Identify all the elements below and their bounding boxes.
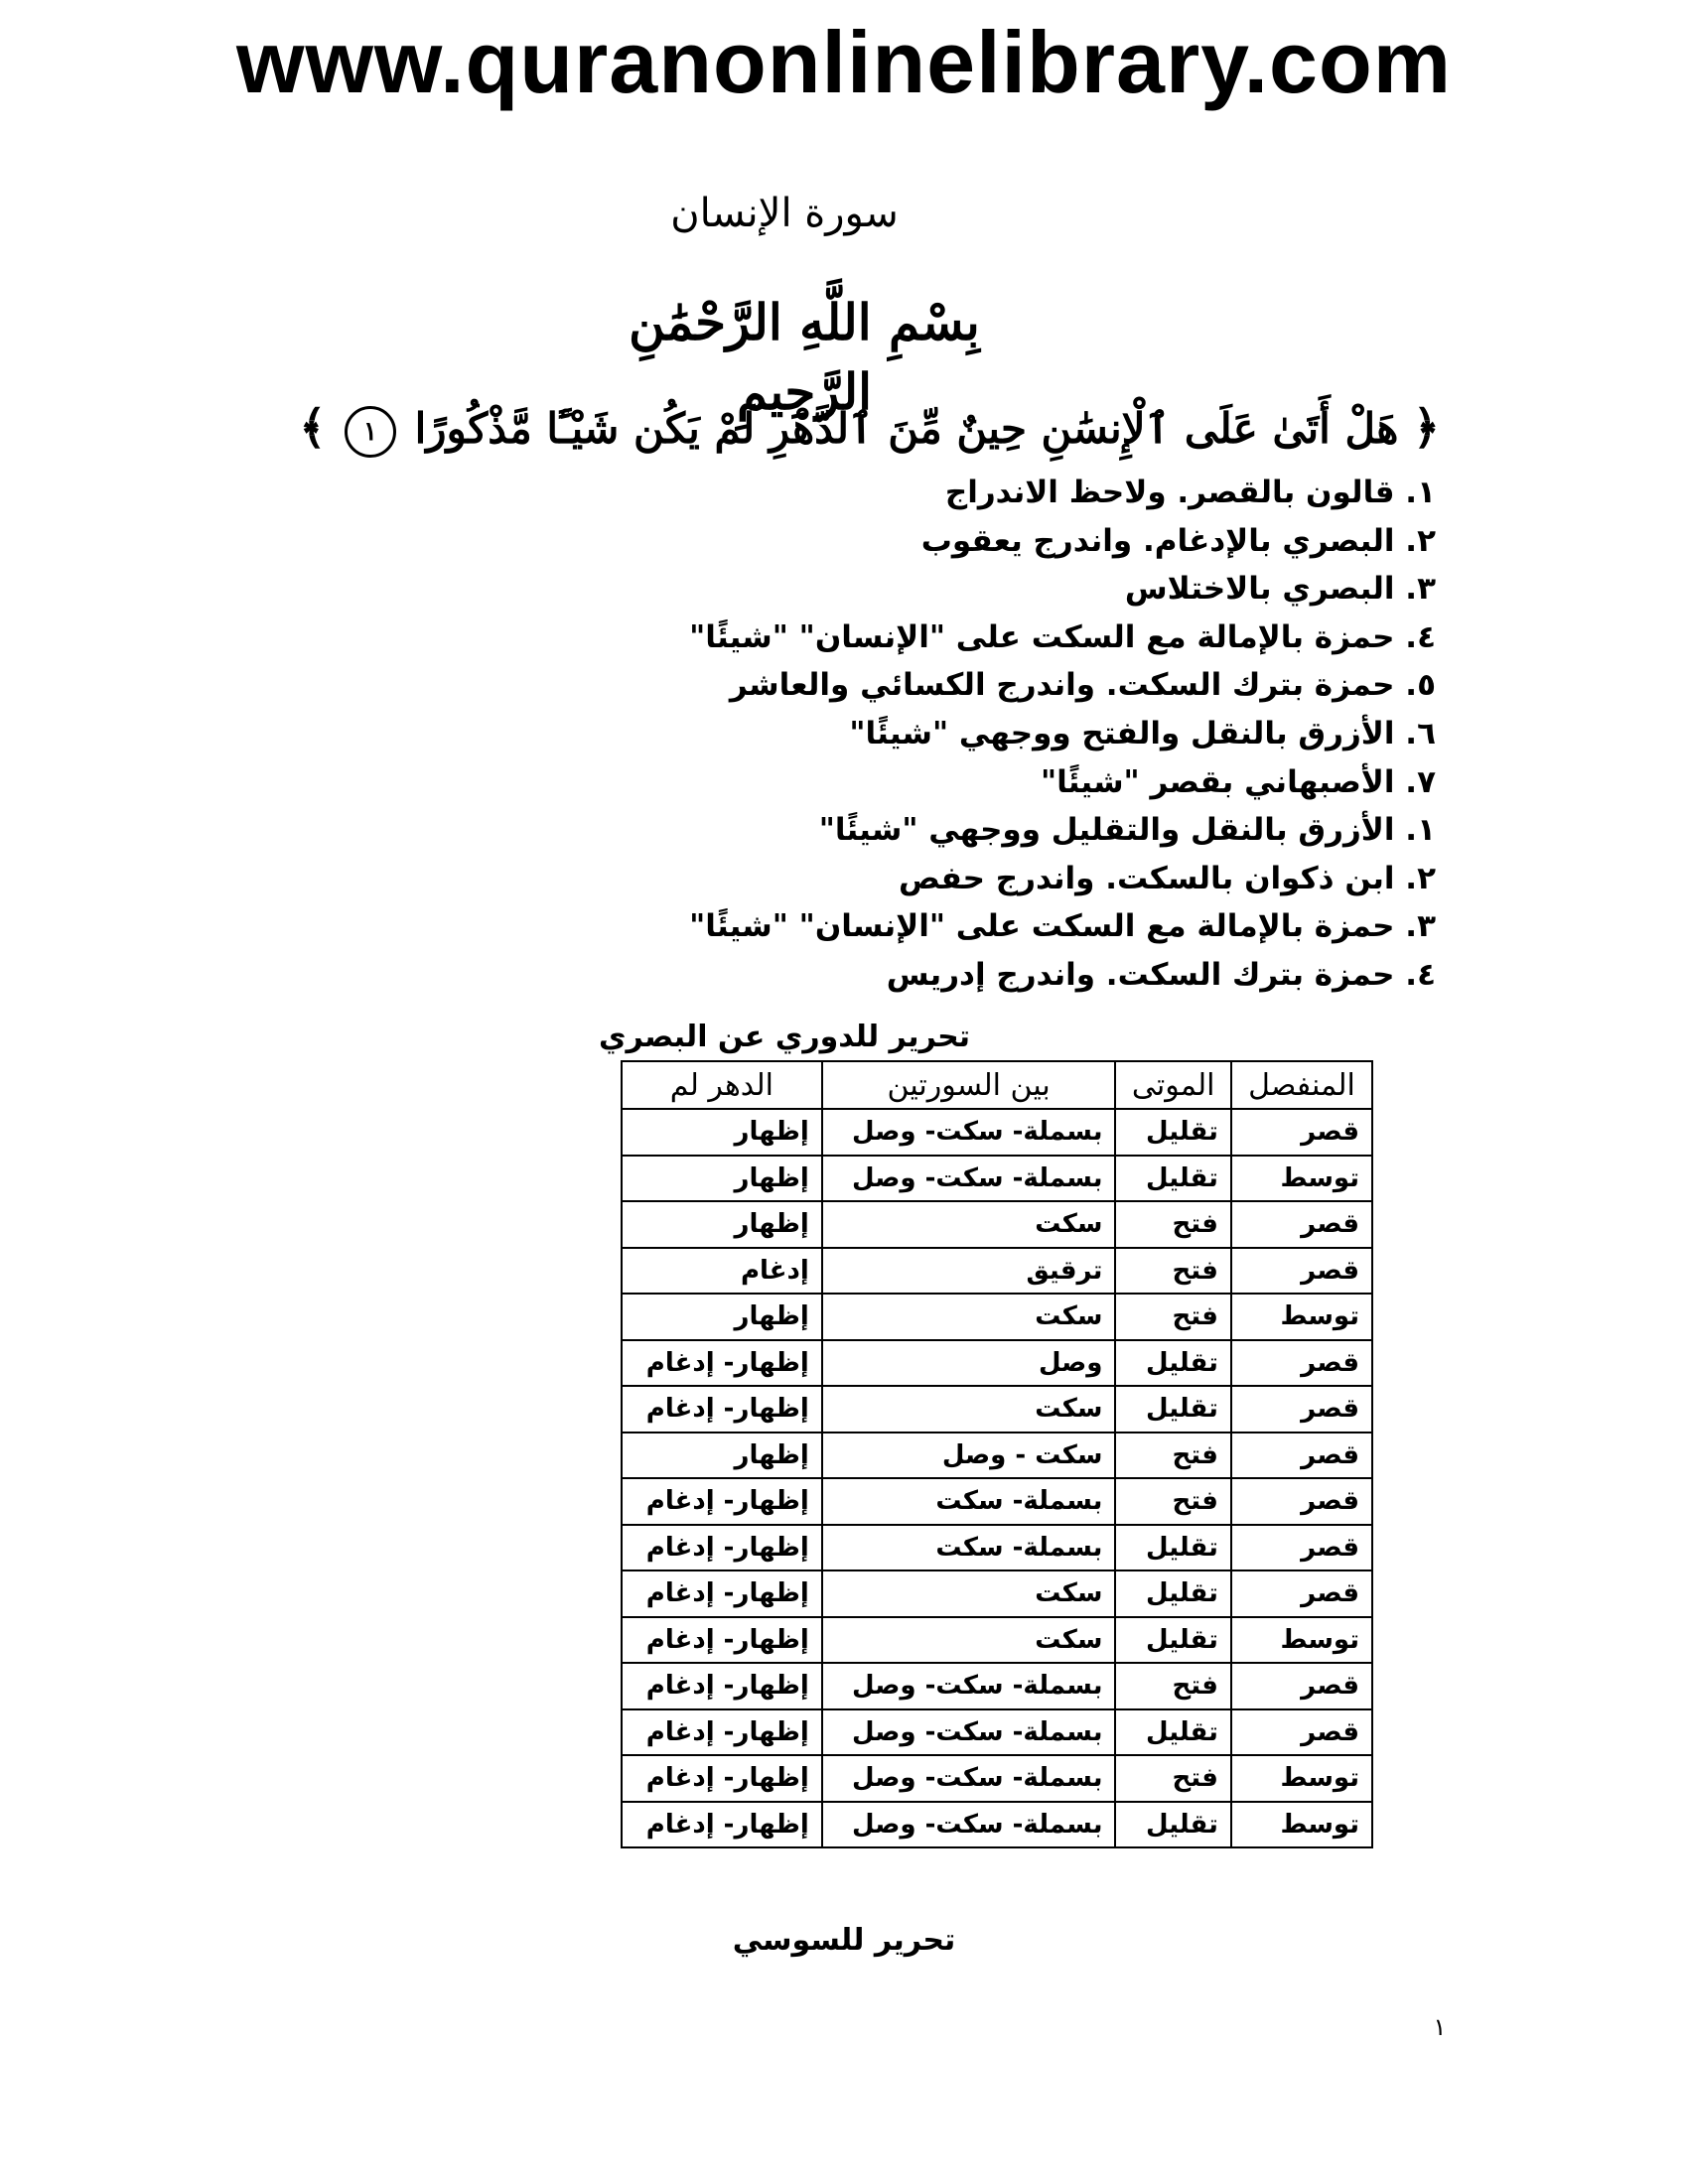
verse-number-marker: ١ xyxy=(345,406,396,458)
table-cell: إظهار- إدغام xyxy=(622,1802,822,1848)
table-cell: فتح xyxy=(1115,1755,1230,1802)
table-cell: تقليل xyxy=(1115,1802,1230,1848)
table-cell: تقليل xyxy=(1115,1617,1230,1664)
table-cell: سكت xyxy=(822,1570,1116,1617)
table-row xyxy=(622,1433,1372,1479)
table-cell: قصر xyxy=(1231,1340,1372,1387)
table-cell: فتح xyxy=(1115,1433,1230,1479)
table-row xyxy=(622,1709,1372,1756)
column-header-munfasil: المنفصل xyxy=(1231,1061,1372,1109)
surah-title: سورة الإنسان xyxy=(670,191,899,236)
table-cell: فتح xyxy=(1115,1201,1230,1248)
table-cell: بسملة- سكت- وصل xyxy=(822,1802,1116,1848)
table-cell: بسملة- سكت- وصل xyxy=(822,1663,1116,1709)
table-row xyxy=(622,1340,1372,1387)
site-url-header: www.quranonlinelibrary.com xyxy=(236,13,1452,111)
table-cell: تقليل xyxy=(1115,1386,1230,1433)
table-row xyxy=(622,1802,1372,1848)
table-cell: تقليل xyxy=(1115,1570,1230,1617)
column-header-mawta: الموتى xyxy=(1115,1061,1230,1109)
table-row xyxy=(622,1201,1372,1248)
reading-item: ٦. الأزرق بالنقل والفتح ووجهي "شيئًا" xyxy=(849,715,1436,751)
table-cell: تقليل xyxy=(1115,1525,1230,1571)
table-cell: توسط xyxy=(1231,1755,1372,1802)
table-cell: إظهار- إدغام xyxy=(622,1340,822,1387)
table-cell: قصر xyxy=(1231,1570,1372,1617)
page-number: ١ xyxy=(1433,2013,1447,2041)
table-cell: قصر xyxy=(1231,1248,1372,1295)
table-cell: تقليل xyxy=(1115,1709,1230,1756)
table-cell: إدغام xyxy=(622,1248,822,1295)
table-cell: بسملة- سكت- وصل xyxy=(822,1755,1116,1802)
table-cell: توسط xyxy=(1231,1156,1372,1202)
table-cell: بسملة- سكت- وصل xyxy=(822,1156,1116,1202)
reading-item: ٥. حمزة بترك السكت. واندرج الكسائي والعاشر xyxy=(729,667,1436,704)
tahrir-table xyxy=(621,1060,1373,1848)
table-cell: قصر xyxy=(1231,1709,1372,1756)
table-cell: سكت xyxy=(822,1386,1116,1433)
table-row xyxy=(622,1755,1372,1802)
reading-item: ٧. الأصبهاني بقصر "شيئًا" xyxy=(1040,763,1436,800)
table-cell: توسط xyxy=(1231,1294,1372,1340)
table-cell: سكت xyxy=(822,1294,1116,1340)
table-header-row xyxy=(622,1061,1372,1109)
table-cell: تقليل xyxy=(1115,1156,1230,1202)
table-row xyxy=(622,1386,1372,1433)
readings-list xyxy=(542,469,1436,1000)
reading-item: ١. الأزرق بالنقل والتقليل ووجهي "شيئًا" xyxy=(818,812,1436,849)
table-cell: سكت xyxy=(822,1617,1116,1664)
table-cell: بسملة- سكت- وصل xyxy=(822,1709,1116,1756)
table-cell: إظهار- إدغام xyxy=(622,1709,822,1756)
table-cell: إظهار xyxy=(622,1433,822,1479)
table-cell: إظهار- إدغام xyxy=(622,1570,822,1617)
table-cell: تقليل xyxy=(1115,1109,1230,1156)
table-cell: توسط xyxy=(1231,1617,1372,1664)
table-cell: فتح xyxy=(1115,1248,1230,1295)
table-row xyxy=(622,1617,1372,1664)
table-cell: فتح xyxy=(1115,1663,1230,1709)
reading-item: ٣. البصري بالاختلاس xyxy=(1124,571,1436,608)
table-cell: قصر xyxy=(1231,1433,1372,1479)
reading-item: ٢. ابن ذكوان بالسكت. واندرج حفص xyxy=(899,860,1436,896)
column-header-bayn-alsuratayn: بين السورتين xyxy=(822,1061,1116,1109)
table-row xyxy=(622,1525,1372,1571)
table-row xyxy=(622,1478,1372,1525)
table-cell: فتح xyxy=(1115,1294,1230,1340)
table-cell: إظهار xyxy=(622,1156,822,1202)
basmala: بِسْمِ اللَّهِ الرَّحْمَٰنِ الرَّحِيمِ xyxy=(629,293,980,421)
table-cell: إظهار- إدغام xyxy=(622,1478,822,1525)
table-title: تحرير للدوري عن البصري xyxy=(598,1020,971,1054)
verse-text: هَلْ أَتَىٰ عَلَى ٱلْإِنسَٰنِ حِينٌ مِّنَ ٱلدَّهْرِ لَمْ يَكُن شَيْـًٔا مَّذْكُورًا xyxy=(414,404,1399,453)
table-cell: إظهار- إدغام xyxy=(622,1617,822,1664)
verse-open-bracket: ﴿ xyxy=(1413,400,1440,454)
table-cell: إظهار- إدغام xyxy=(622,1525,822,1571)
table-row xyxy=(622,1294,1372,1340)
table-cell: قصر xyxy=(1231,1201,1372,1248)
table-cell: فتح xyxy=(1115,1478,1230,1525)
table-cell: إظهار xyxy=(622,1109,822,1156)
table-cell: إظهار- إدغام xyxy=(622,1386,822,1433)
table-cell: توسط xyxy=(1231,1802,1372,1848)
table-row xyxy=(622,1248,1372,1295)
reading-item: ١. قالون بالقصر. ولاحظ الاندراج xyxy=(944,475,1436,510)
table-cell: سكت xyxy=(822,1201,1116,1248)
table-cell: إظهار- إدغام xyxy=(622,1663,822,1709)
table-row xyxy=(622,1570,1372,1617)
table-cell: قصر xyxy=(1231,1525,1372,1571)
reading-item: ٢. البصري بالإدغام. واندرج يعقوب xyxy=(920,522,1436,559)
table-cell: إظهار- إدغام xyxy=(622,1755,822,1802)
table-cell: بسملة- سكت xyxy=(822,1525,1116,1571)
verse-line xyxy=(299,392,1440,464)
table-row xyxy=(622,1109,1372,1156)
table-cell: إظهار xyxy=(622,1294,822,1340)
table-cell: إظهار xyxy=(622,1201,822,1248)
table-cell: تقليل xyxy=(1115,1340,1230,1387)
table-cell: سكت - وصل xyxy=(822,1433,1116,1479)
table-cell: بسملة- سكت- وصل xyxy=(822,1109,1116,1156)
table-body xyxy=(622,1109,1372,1847)
table-cell: قصر xyxy=(1231,1663,1372,1709)
table-cell: وصل xyxy=(822,1340,1116,1387)
table-row xyxy=(622,1663,1372,1709)
column-header-aldahr-lam: الدهر لم xyxy=(622,1061,822,1109)
table-cell: قصر xyxy=(1231,1478,1372,1525)
reading-item: ٤. حمزة بترك السكت. واندرج إدريس xyxy=(886,956,1436,993)
table-cell: قصر xyxy=(1231,1386,1372,1433)
reading-item: ٣. حمزة بالإمالة مع السكت على "الإنسان" "شيئًا" xyxy=(689,908,1436,945)
table-cell: بسملة- سكت xyxy=(822,1478,1116,1525)
table-row xyxy=(622,1156,1372,1202)
table-cell: ترقيق xyxy=(822,1248,1116,1295)
next-section-title: تحرير للسوسي xyxy=(732,1923,956,1958)
table-cell: قصر xyxy=(1231,1109,1372,1156)
verse-close-bracket: ﴾ xyxy=(299,400,327,454)
reading-item: ٤. حمزة بالإمالة مع السكت على "الإنسان" "شيئًا" xyxy=(689,618,1436,655)
